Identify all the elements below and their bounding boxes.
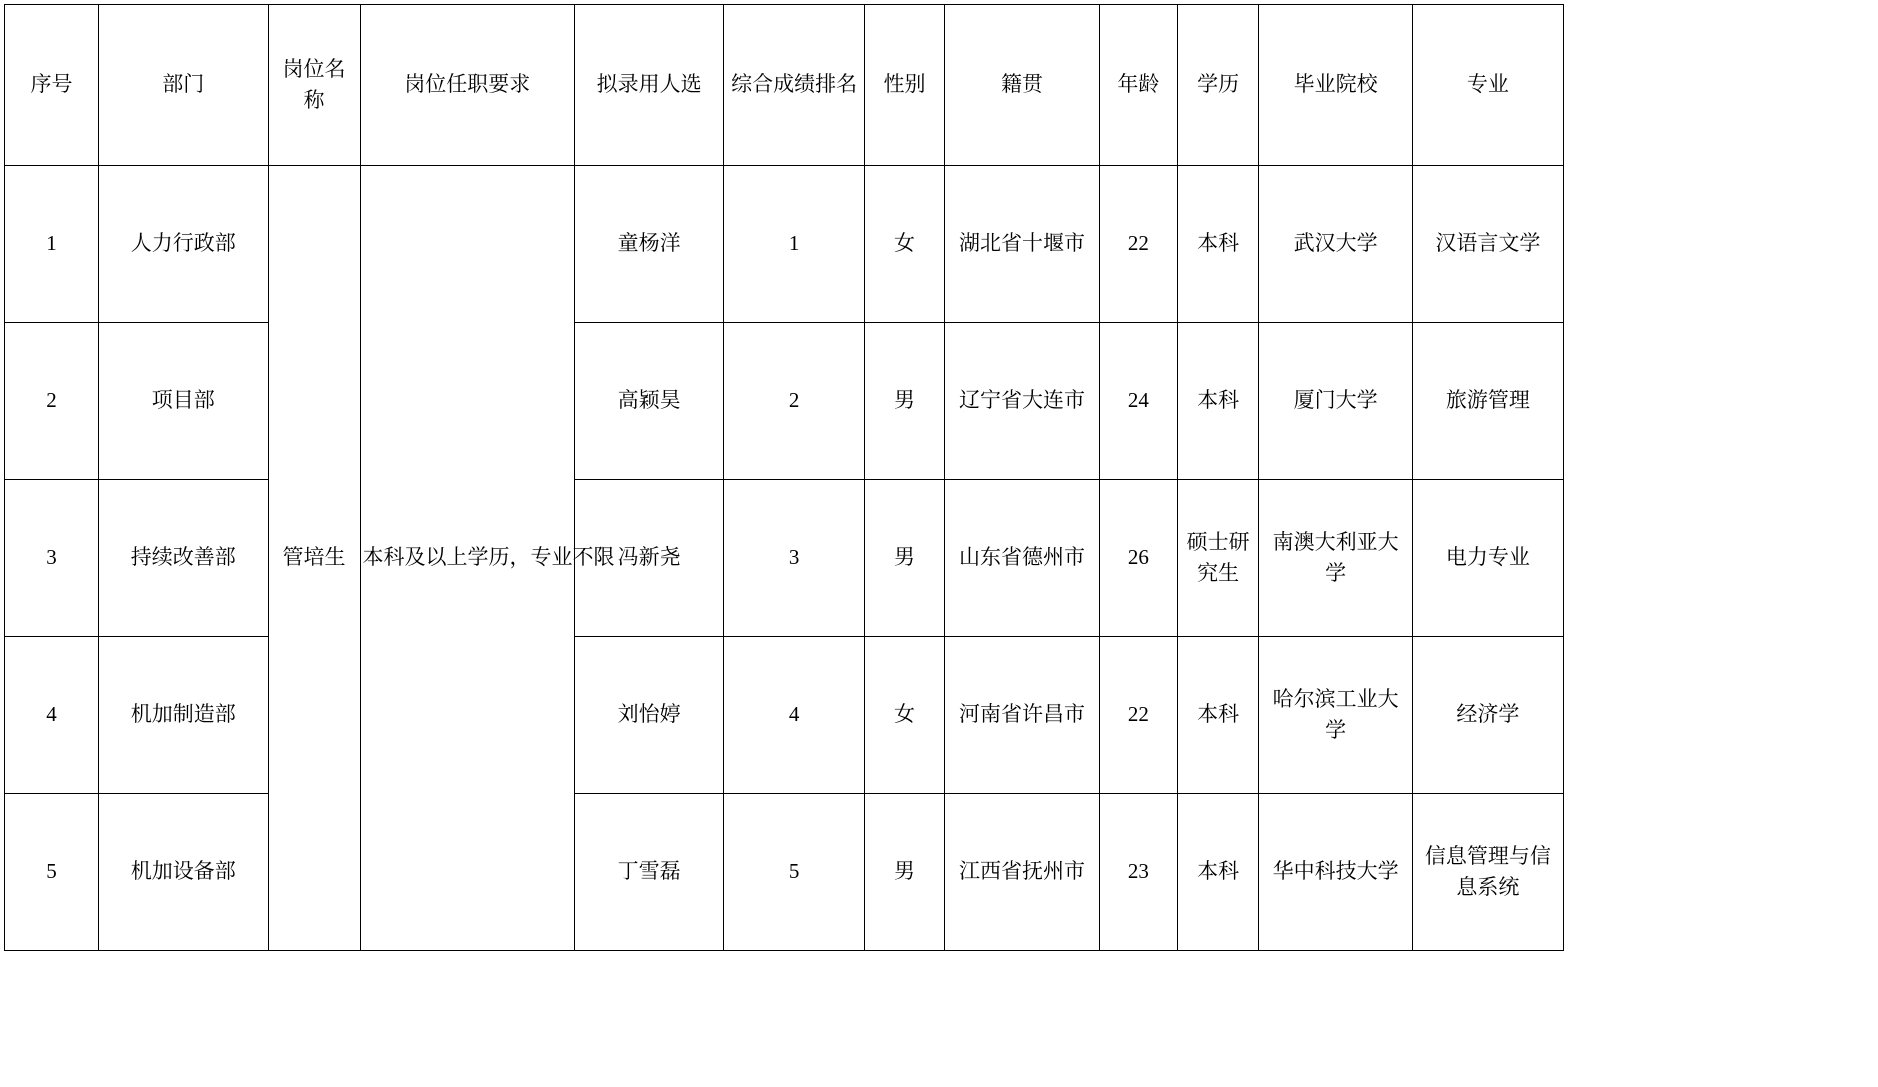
post-requirement-text: 本科及以上学历，专业不限: [362, 545, 615, 570]
cell-major: 信息管理与信息系统: [1412, 794, 1563, 951]
column-header-post-name: 岗位名称: [268, 5, 360, 166]
column-header-native-place: 籍贯: [944, 5, 1099, 166]
column-header-department: 部门: [98, 5, 268, 166]
column-header-school: 毕业院校: [1259, 5, 1412, 166]
table-row: [5, 323, 1564, 480]
cell-department: 人力行政部: [98, 166, 268, 323]
cell-candidate: 冯新尧: [575, 480, 724, 637]
cell-seq: 3: [5, 480, 99, 637]
cell-gender: 男: [865, 794, 945, 951]
cell-department: 机加设备部: [98, 794, 268, 951]
cell-overall-rank: 5: [724, 794, 865, 951]
table-header-row: [5, 5, 1564, 166]
column-header-overall-rank: 综合成绩排名: [724, 5, 865, 166]
cell-candidate: 刘怡婷: [575, 637, 724, 794]
table-row: [5, 166, 1564, 323]
cell-major: 经济学: [1412, 637, 1563, 794]
cell-education: 本科: [1177, 637, 1259, 794]
cell-major: 电力专业: [1412, 480, 1563, 637]
cell-native-place: 辽宁省大连市: [944, 323, 1099, 480]
cell-post-name-merged: 管培生: [268, 166, 360, 951]
cell-seq: 5: [5, 794, 99, 951]
cell-school: 厦门大学: [1259, 323, 1412, 480]
cell-education: 本科: [1177, 166, 1259, 323]
cell-candidate: 童杨洋: [575, 166, 724, 323]
table-row: [5, 794, 1564, 951]
column-header-gender: 性别: [865, 5, 945, 166]
cell-school: 武汉大学: [1259, 166, 1412, 323]
cell-native-place: 江西省抚州市: [944, 794, 1099, 951]
cell-candidate: 高颖昊: [575, 323, 724, 480]
cell-gender: 女: [865, 166, 945, 323]
document-page: [0, 4, 1878, 1087]
cell-overall-rank: 1: [724, 166, 865, 323]
cell-post-requirement-merged: [360, 166, 615, 951]
cell-age: 22: [1100, 637, 1178, 794]
cell-age: 26: [1100, 480, 1178, 637]
cell-education: 硕士研究生: [1177, 480, 1259, 637]
recruitment-candidates-table: [4, 4, 1564, 951]
cell-seq: 2: [5, 323, 99, 480]
cell-major: 汉语言文学: [1412, 166, 1563, 323]
table-row: [5, 637, 1564, 794]
cell-department: 机加制造部: [98, 637, 268, 794]
cell-major: 旅游管理: [1412, 323, 1563, 480]
column-header-candidate: 拟录用人选: [575, 5, 724, 166]
cell-candidate: 丁雪磊: [575, 794, 724, 951]
cell-overall-rank: 4: [724, 637, 865, 794]
cell-overall-rank: 2: [724, 323, 865, 480]
cell-department: 项目部: [98, 323, 268, 480]
cell-native-place: 湖北省十堰市: [944, 166, 1099, 323]
cell-age: 24: [1100, 323, 1178, 480]
cell-age: 23: [1100, 794, 1178, 951]
cell-age: 22: [1100, 166, 1178, 323]
cell-department: 持续改善部: [98, 480, 268, 637]
cell-school: 华中科技大学: [1259, 794, 1412, 951]
cell-overall-rank: 3: [724, 480, 865, 637]
cell-gender: 女: [865, 637, 945, 794]
cell-school: 南澳大利亚大学: [1259, 480, 1412, 637]
column-header-age: 年龄: [1100, 5, 1178, 166]
cell-education: 本科: [1177, 323, 1259, 480]
column-header-seq: 序号: [5, 5, 99, 166]
cell-native-place: 河南省许昌市: [944, 637, 1099, 794]
cell-gender: 男: [865, 323, 945, 480]
cell-seq: 1: [5, 166, 99, 323]
column-header-post-requirement: 岗位任职要求: [360, 5, 575, 166]
column-header-major: 专业: [1412, 5, 1563, 166]
cell-school: 哈尔滨工业大学: [1259, 637, 1412, 794]
cell-education: 本科: [1177, 794, 1259, 951]
table-body: [5, 166, 1564, 951]
table-row: [5, 480, 1564, 637]
cell-gender: 男: [865, 480, 945, 637]
table-header: [5, 5, 1564, 166]
cell-native-place: 山东省德州市: [944, 480, 1099, 637]
cell-seq: 4: [5, 637, 99, 794]
column-header-education: 学历: [1177, 5, 1259, 166]
